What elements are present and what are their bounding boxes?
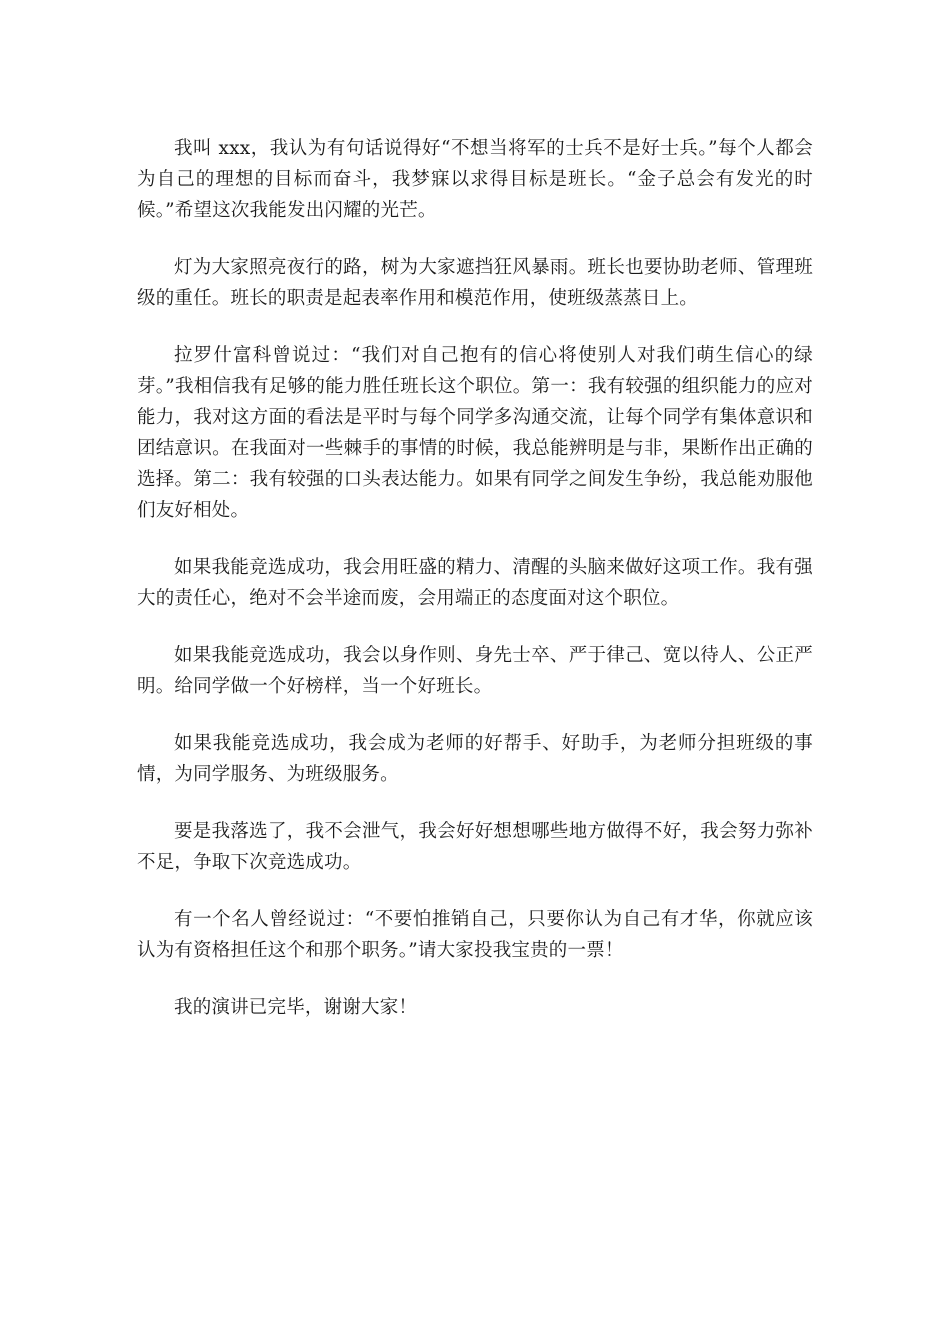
paragraph-if-elected-energy: 如果我能竞选成功，我会用旺盛的精力、清醒的头脑来做好这项工作。我有强大的责任心，绝对不会半途而废，会用端正的态度面对这个职位。 [137, 557, 813, 609]
paragraph-if-elected-helper: 如果我能竞选成功，我会成为老师的好帮手、好助手，为老师分担班级的事情，为同学服务、为班级服务。 [137, 733, 813, 785]
speech-body [137, 133, 813, 1049]
paragraph-introduction: 我叫 xxx，我认为有句话说得好“不想当将军的士兵不是好士兵。”每个人都会为自己的理想的目标而奋斗，我梦寐以求得目标是班长。“金子总会有发光的时候。”希望这次我能发出闪耀的光芒。 [137, 138, 813, 221]
paragraph-closing: 我的演讲已完毕，谢谢大家！ [174, 997, 418, 1018]
paragraph-abilities: 拉罗什富科曾说过：“我们对自己抱有的信心将使别人对我们萌生信心的绿芽。”我相信我有足够的能力胜任班长这个职位。第一：我有较强的组织能力的应对能力，我对这方面的看法是平时与每个同学多沟通交流，让每个同学有集体意识和团结意识。在我面对一些棘手的事情的时候，我总能辨明是与非，果断作出正确的选择。第二：我有较强的口头表达能力。如果有同学之间发生争纷，我总能劝服他们友好相处。 [137, 345, 813, 521]
paragraph-vote-request: 有一个名人曾经说过：“不要怕推销自己，只要你认为自己有才华，你就应该认为有资格担任这个和那个职务。”请大家投我宝贵的一票！ [137, 909, 813, 961]
paragraph-class-monitor-duty: 灯为大家照亮夜行的路，树为大家遮挡狂风暴雨。班长也要协助老师、管理班级的重任。班长的职责是起表率作用和模范作用，使班级蒸蒸日上。 [137, 257, 813, 309]
paragraph-if-not-elected: 要是我落选了，我不会泄气，我会好好想想哪些地方做得不好，我会努力弥补不足，争取下次竞选成功。 [137, 821, 813, 873]
paragraph-if-elected-example: 如果我能竞选成功，我会以身作则、身先士卒、严于律己、宽以待人、公正严明。给同学做一个好榜样，当一个好班长。 [137, 645, 813, 697]
